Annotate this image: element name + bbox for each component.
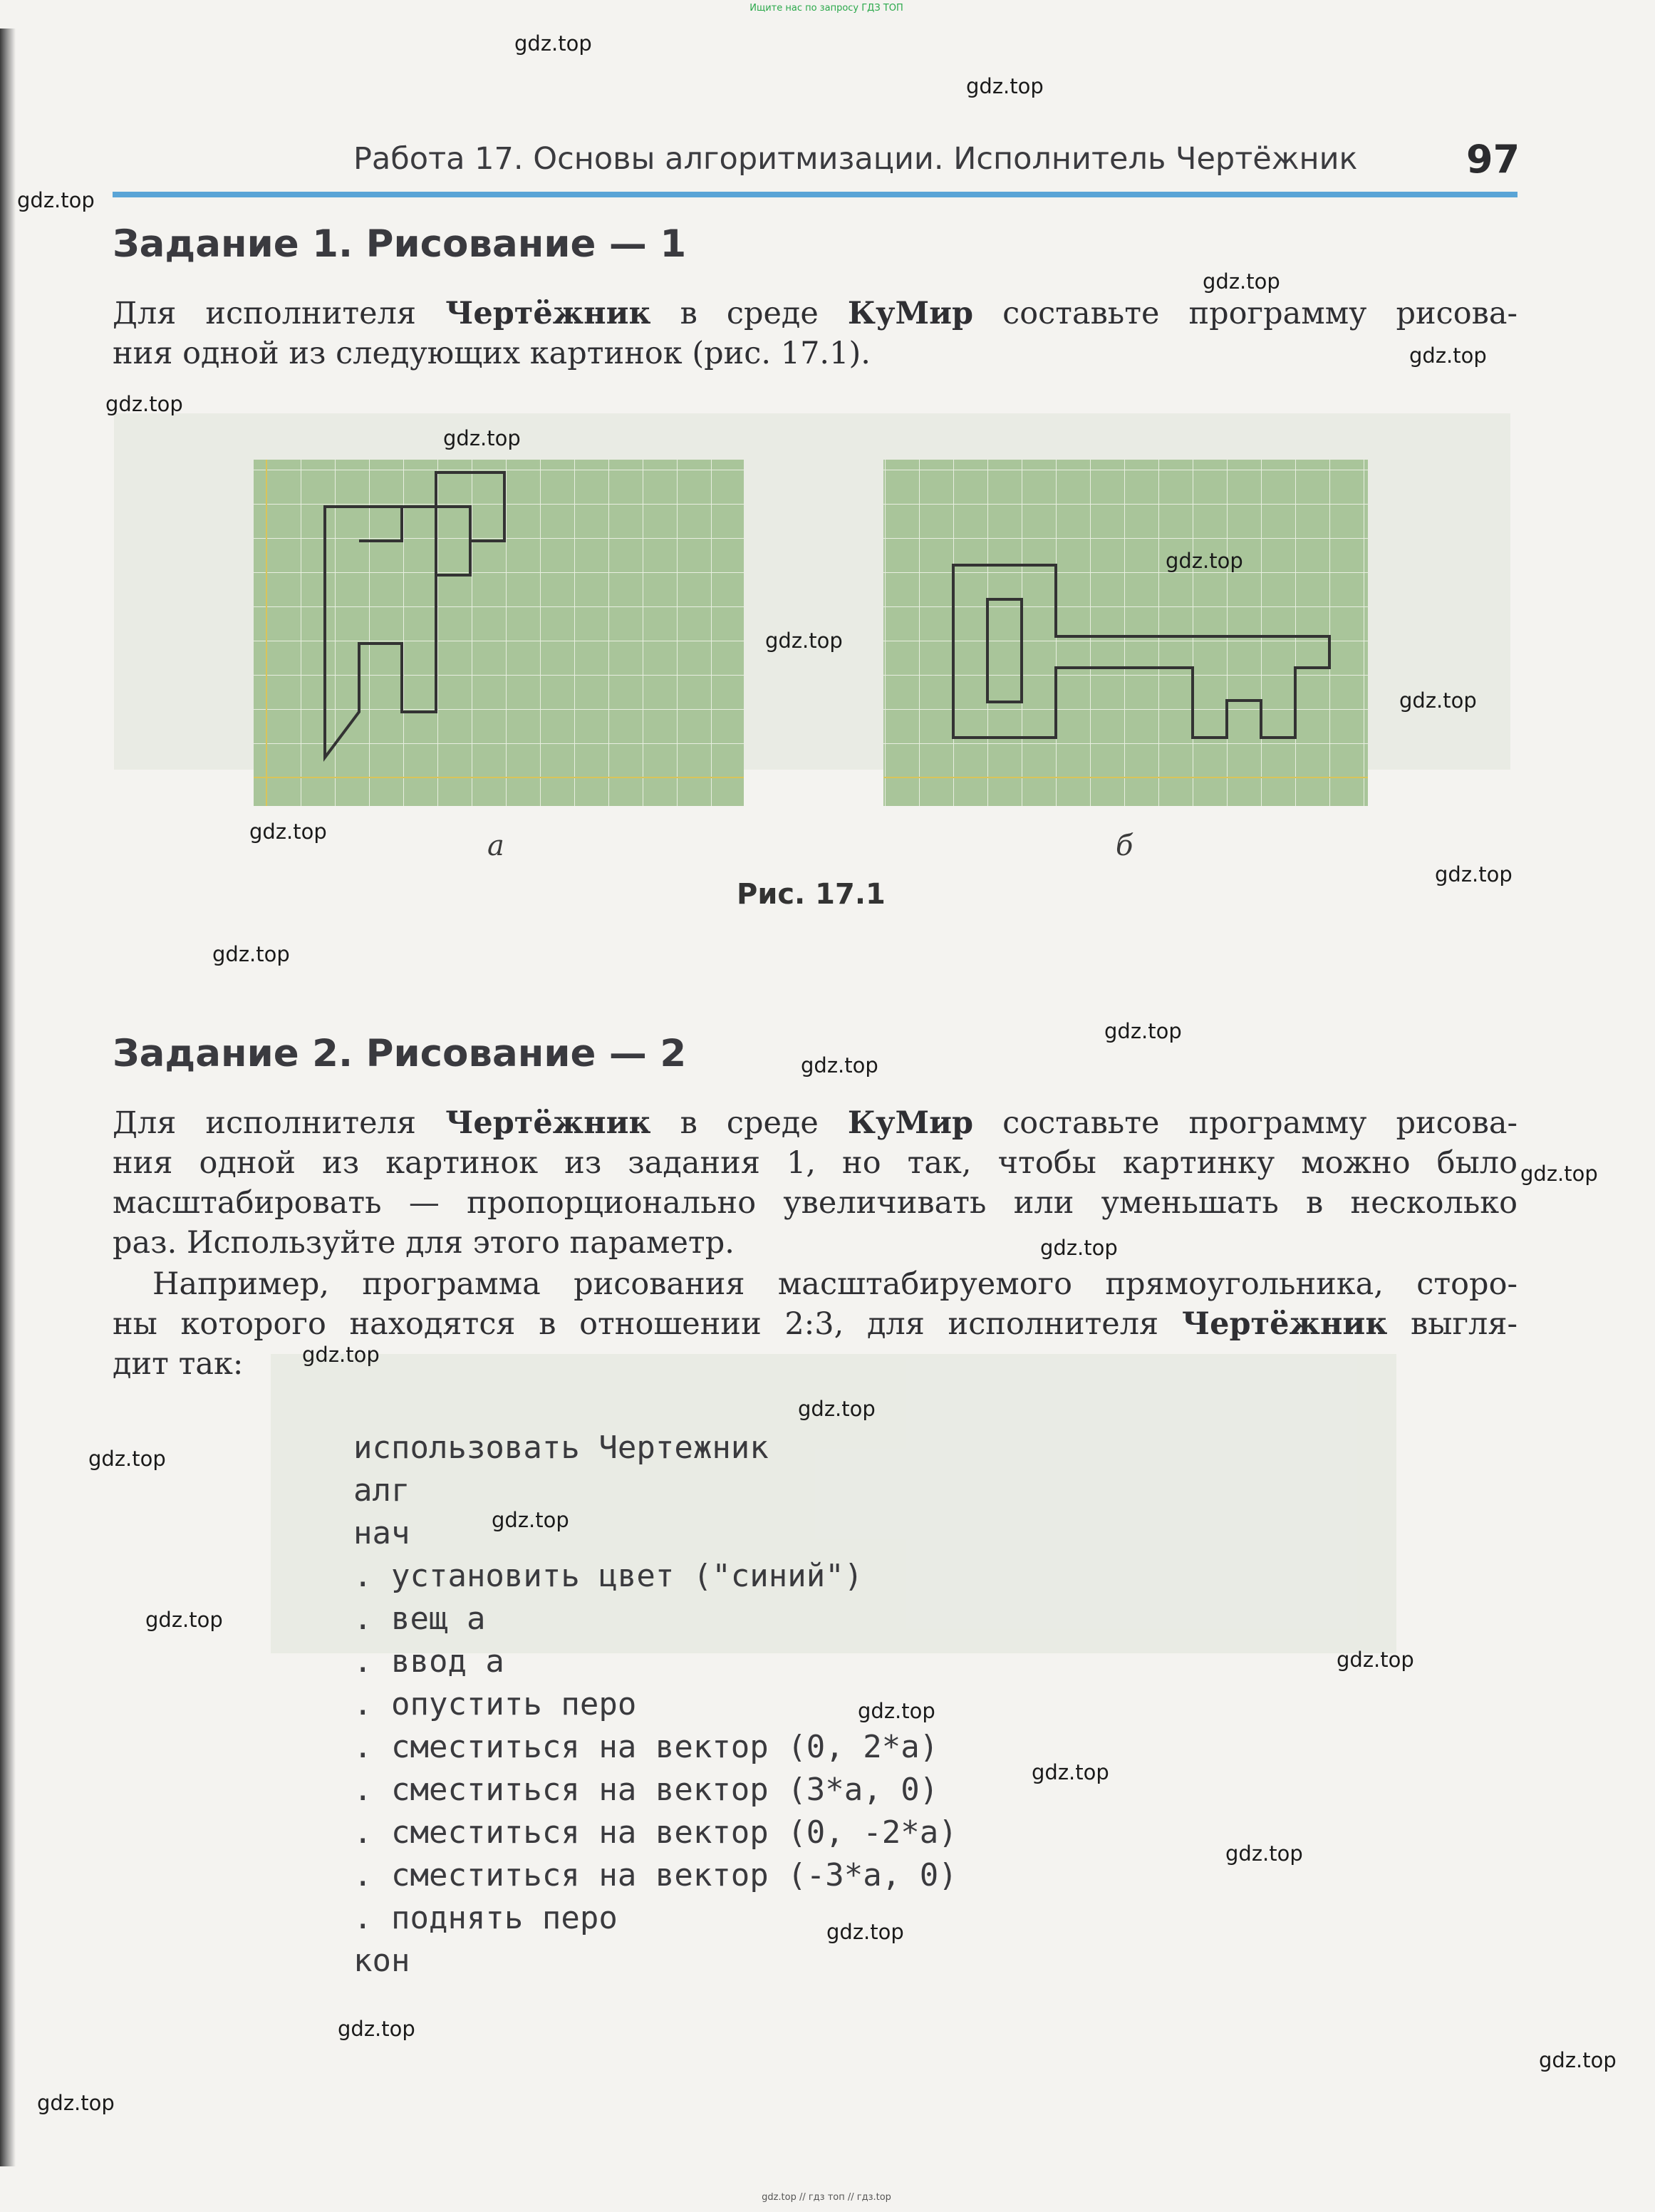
watermark: gdz.top (443, 426, 521, 450)
code-line: . вещ а (353, 1601, 486, 1637)
code-line: использовать Чертежник (353, 1430, 769, 1466)
code-line: . установить цвет ("синий") (353, 1558, 863, 1594)
task2-p1-line1: Для исполнителя Чертёжник в среде КуМир составьте программу рисова- (113, 1105, 1518, 1141)
figure-b-drawing (883, 460, 1368, 806)
watermark: gdz.top (17, 188, 95, 212)
watermark: gdz.top (145, 1608, 223, 1632)
figure-label-b: б (1116, 830, 1133, 862)
task1-line1: Для исполнителя Чертёжник в среде КуМир составьте программу рисова- (113, 296, 1518, 331)
code-line: нач (353, 1515, 410, 1551)
watermark: gdz.top (338, 2017, 415, 2041)
code-line: . сместиться на вектор (0, -2*а) (353, 1814, 958, 1851)
watermark: gdz.top (1166, 549, 1243, 573)
watermark: gdz.top (1203, 269, 1280, 294)
watermark: gdz.top (1520, 1162, 1598, 1186)
watermark: gdz.top (1399, 688, 1477, 713)
task2-p1-line2: ния одной из картинок из задания 1, но так, чтобы картинку можно было (113, 1145, 1517, 1181)
watermark: gdz.top (1104, 1019, 1182, 1043)
header-rule (113, 192, 1517, 197)
task1-line2: ния одной из следующих картинок (рис. 17.1). (113, 336, 871, 371)
figure-a (254, 460, 744, 806)
figure-label-a: а (487, 830, 504, 862)
code-line: . опустить перо (353, 1686, 637, 1722)
task2-p2-line1: Например, программа рисования масштабируемого прямоугольника, сторо- (152, 1266, 1517, 1302)
watermark: gdz.top (302, 1343, 380, 1367)
task2-title: Задание 2. Рисование — 2 (113, 1032, 687, 1075)
task2-p2-line2: ны которого находятся в отношении 2:3, для исполнителя Чертёжник выгля- (113, 1306, 1517, 1342)
watermark: gdz.top (1225, 1841, 1303, 1866)
top-note: Ищите нас по запросу ГДЗ ТОП (749, 3, 903, 14)
code-line: . ввод а (353, 1643, 504, 1680)
watermark: gdz.top (514, 31, 592, 56)
watermark: gdz.top (798, 1397, 876, 1421)
code-line: . поднять перо (353, 1900, 618, 1936)
watermark: gdz.top (1337, 1648, 1414, 1672)
watermark: gdz.top (966, 74, 1044, 98)
watermark: gdz.top (249, 820, 327, 844)
task2-p1-line3: масштабировать — пропорционально увеличивать или уменьшать в несколько (113, 1185, 1517, 1221)
task2-p2-line3: дит так: (113, 1346, 244, 1382)
watermark: gdz.top (826, 1920, 904, 1944)
watermark: gdz.top (801, 1053, 878, 1077)
grid (883, 460, 1368, 806)
watermark: gdz.top (37, 2091, 115, 2115)
bottom-note: gdz.top // гдз топ // гдз.top (762, 2192, 891, 2203)
page-edge-shadow (0, 29, 16, 2166)
code-line: . сместиться на вектор (0, 2*а) (353, 1729, 939, 1765)
watermark: gdz.top (1032, 1760, 1109, 1784)
watermark: gdz.top (1435, 862, 1513, 887)
watermark: gdz.top (492, 1508, 569, 1532)
figure-caption: Рис. 17.1 (737, 878, 886, 911)
running-header: Работа 17. Основы алгоритмизации. Исполнитель Чертёжник (353, 141, 1358, 177)
watermark: gdz.top (765, 629, 843, 653)
watermark: gdz.top (212, 942, 290, 966)
watermark: gdz.top (1409, 343, 1487, 368)
task2-p1-line4: раз. Используйте для этого параметр. (113, 1225, 735, 1261)
code-line: . сместиться на вектор (-3*а, 0) (353, 1857, 958, 1893)
watermark: gdz.top (88, 1447, 166, 1471)
task1-title: Задание 1. Рисование — 1 (113, 222, 687, 266)
watermark: gdz.top (1040, 1236, 1118, 1260)
code-line: кон (353, 1943, 410, 1979)
watermark: gdz.top (858, 1699, 935, 1723)
code-line: . сместиться на вектор (3*а, 0) (353, 1772, 939, 1808)
figure-a-drawing (254, 460, 744, 806)
code-line: алг (353, 1472, 410, 1509)
watermark: gdz.top (1539, 2048, 1617, 2072)
figure-b (883, 460, 1368, 806)
page-number: 97 (1466, 137, 1520, 182)
watermark: gdz.top (105, 392, 183, 416)
